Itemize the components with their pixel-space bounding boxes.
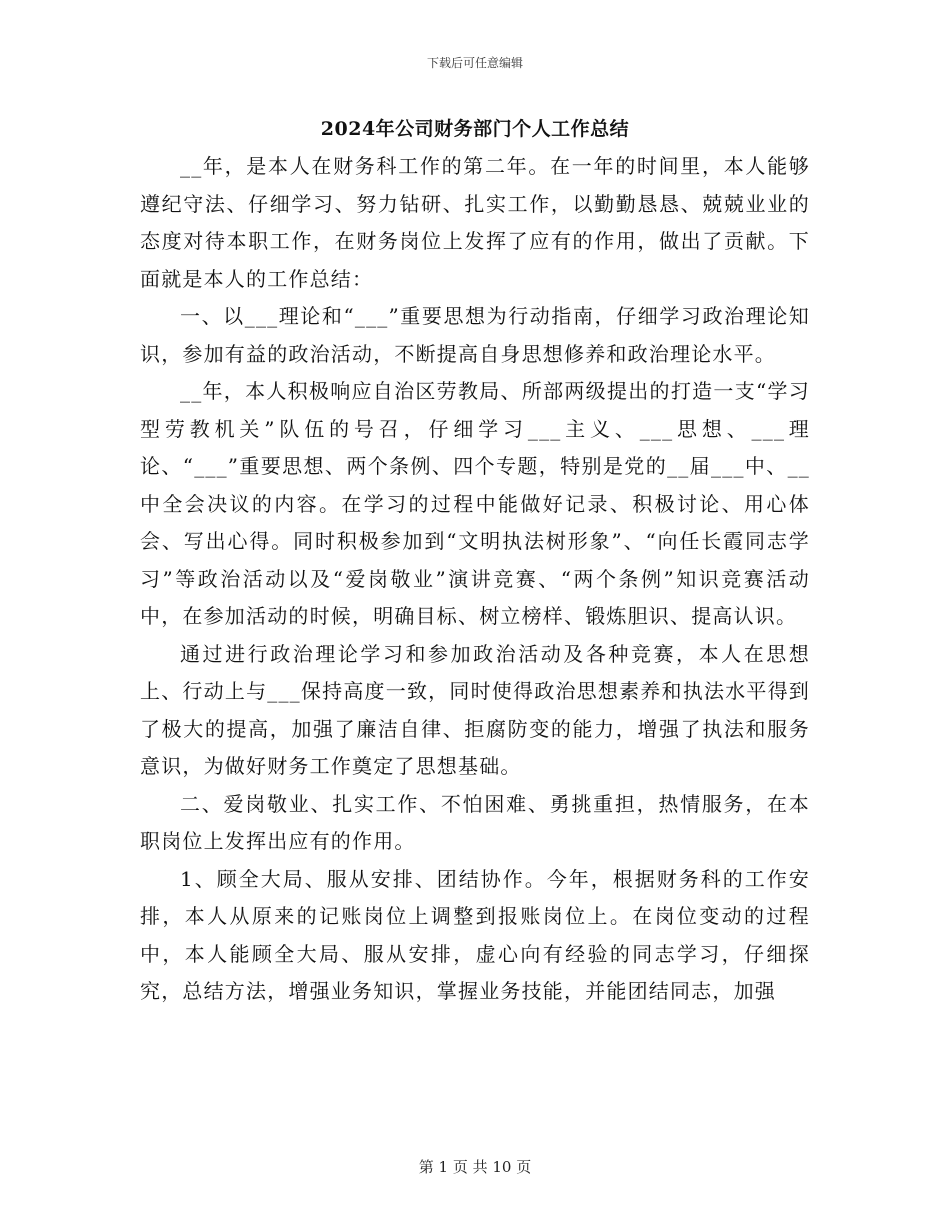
paragraph-study-activities: __年，本人积极响应自治区劳教局、所部两级提出的打造一支“学习型劳教机关”队伍的号召，仔细学习___主义、___思想、___理论、“___”重要思想、两个条例、四个专题，特别是党的__届___中、__中全会决议的内容。在学习的过程中能做好记录、积极讨论、用心体会、写出心得。同时积极参加到“文明执法树形象”、“向任长霞同志学习”等政治活动以及“爱岗敬业”演讲竞赛、“两个条例”知识竞赛活动中，在参加活动的时候，明确目标、树立榜样、锻炼胆识、提高认识。 <box>140 379 810 628</box>
paragraph-intro: __年，是本人在财务科工作的第二年。在一年的时间里，本人能够遵纪守法、仔细学习、努力钻研、扎实工作，以勤勤恳恳、兢兢业业的态度对待本职工作，在财务岗位上发挥了应有的作用，做出了贡献。下面就是本人的工作总结： <box>140 154 810 291</box>
paragraph-item-one: 1、顾全大局、服从安排、团结协作。今年，根据财务科的工作安排，本人从原来的记账岗位上调整到报账岗位上。在岗位变动的过程中，本人能顾全大局、服从安排，虚心向有经验的同志学习，仔细探究，总结方法，增强业务知识，掌握业务技能，并能团结同志，加强 <box>140 866 810 1003</box>
paragraph-section-one-heading: 一、以___理论和“___”重要思想为行动指南，仔细学习政治理论知识，参加有益的政治活动，不断提高自身思想修养和政治理论水平。 <box>140 304 810 366</box>
document-title: 2024年公司财务部门个人工作总结 <box>320 118 630 140</box>
paragraph-section-two-heading: 二、爱岗敬业、扎实工作、不怕困难、勇挑重担，热情服务，在本职岗位上发挥出应有的作用。 <box>140 791 810 853</box>
page-number-footer: 第 1 页 共 10 页 <box>418 1158 532 1176</box>
header-note: 下载后可任意编辑 <box>426 56 523 70</box>
document-body <box>140 148 810 1011</box>
paragraph-study-results: 通过进行政治理论学习和参加政治活动及各种竞赛，本人在思想上、行动上与___保持高度一致，同时使得政治思想素养和执法水平得到了极大的提高，加强了廉洁自律、拒腐防变的能力，增强了执法和服务意识，为做好财务工作奠定了思想基础。 <box>140 641 810 778</box>
